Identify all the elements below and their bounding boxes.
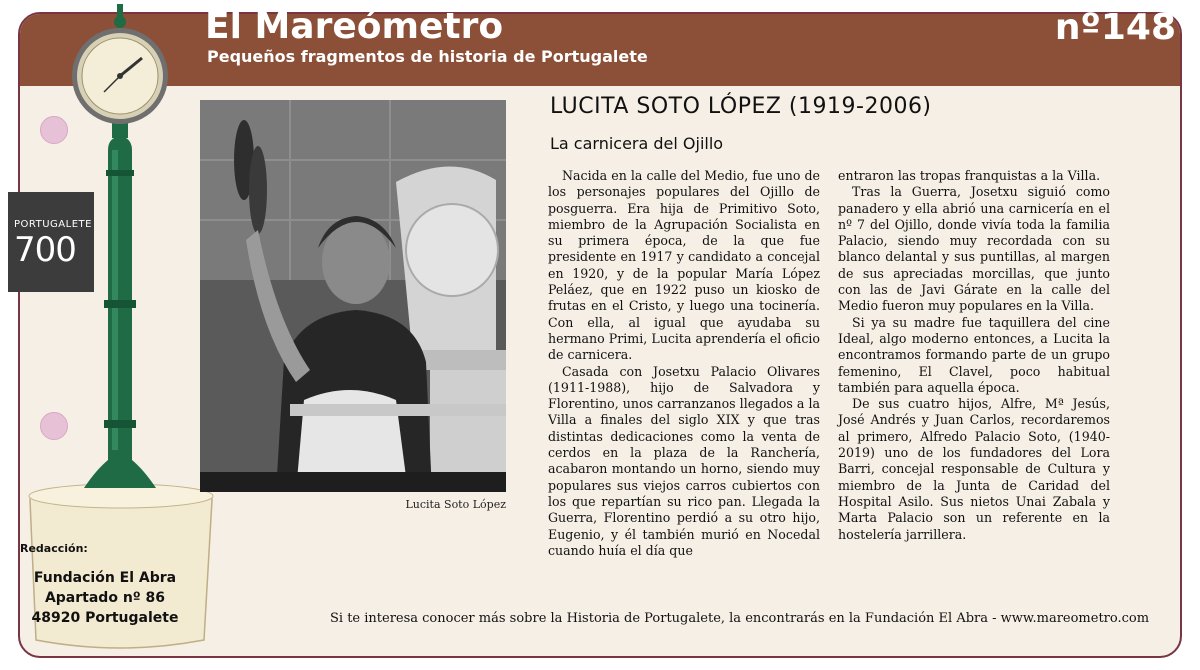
portrait-illustration xyxy=(200,100,506,492)
article-subtitle: La carnicera del Ojillo xyxy=(550,134,724,153)
flag-number: 700 xyxy=(14,230,76,270)
paragraph: Nacida en la calle del Medio, fue uno de los personajes populares del Ojillo de posguerra. Era hija de Primitivo Soto, miembro de la Agrupación Socialista en su primera época, de la que fue presidente en 1917 y candidato a concejal en 1920, y de la popular María López Peláez, que en 1922 puso un kiosko de frutas en el Cristo, y luego una tocinería. Con ella, al igual que ayudaba su hermano Primi, Lucita aprendería el oficio de carnicera. xyxy=(548,168,820,363)
flag-town: PORTUGALETE xyxy=(14,219,92,230)
paragraph: Si ya su madre fue taquillera del cine Ideal, algo moderno entonces, a Lucita la encontramos formando parte de un grupo femenino, El Clavel, poco habitual también para aquella época. xyxy=(838,314,1110,395)
article-column-2 xyxy=(838,168,1110,543)
redaccion-label: Redacción: xyxy=(20,542,88,555)
paragraph: entraron las tropas franquistas a la Villa. xyxy=(838,168,1101,183)
paragraph: De sus cuatro hijos, Alfre, Mª Jesús, José Andrés y Juan Carlos, recordaremos al primero, Alfredo Palacio Soto, (1940-2019) uno de los fundadores del Lora Barri, concejal responsable de Cultura y miembro de la Junta de Caridad del Hospital Asilo. Sus nietos Unai Zabala y Marta Palacio son un referente en la hostelería jarrillera. xyxy=(838,396,1110,542)
article-column-1 xyxy=(548,168,820,559)
footer-note: Si te interesa conocer más sobre la Historia de Portugalete, la encontrarás en la Fundación El Abra - www.mareometro.com xyxy=(330,611,1150,626)
publication-title: El Mareómetro xyxy=(205,6,504,47)
redaccion-line: Apartado nº 86 xyxy=(44,590,166,606)
paragraph: Casada con Josetxu Palacio Olivares (1911-1988), hijo de Salvadora y Florentino, unos carranzanos llegados a la Villa a finales del siglo XIX y que tras distintas dedicaciones como la venta de cerdos en la plaza de la Ranchería, acabaron montando un horno, siendo muy populares sus viejos carros cubiertos con los que repartían su rico pan. Llegada la Guerra, Florentino perdió a su otro hijo, Eugenio, y él también murió en Nocedal cuando huía el día que xyxy=(548,363,820,558)
anniversary-flag xyxy=(8,192,94,292)
article-title: LUCITA SOTO LÓPEZ (1919-2006) xyxy=(550,94,932,119)
redaccion-line: 48920 Portugalete xyxy=(31,610,179,626)
redaccion-line: Fundación El Abra xyxy=(33,570,177,586)
paragraph: Tras la Guerra, Josetxu siguió como panadero y ella abrió una carnicería en el nº 7 del Ojillo, donde vivía toda la familia Palacio, siendo muy recordada con su blanco delantal y sus puntillas, al margen de sus apreciadas morcillas, que junto con las de Javi Gárate en la calle del Medio fueron muy populares en la Villa. xyxy=(838,184,1110,314)
publication-subtitle: Pequeños fragmentos de historia de Portugalete xyxy=(207,47,648,66)
article-photo xyxy=(200,100,506,492)
issue-number: nº148 xyxy=(1054,7,1176,48)
photo-caption: Lucita Soto López xyxy=(405,498,506,511)
